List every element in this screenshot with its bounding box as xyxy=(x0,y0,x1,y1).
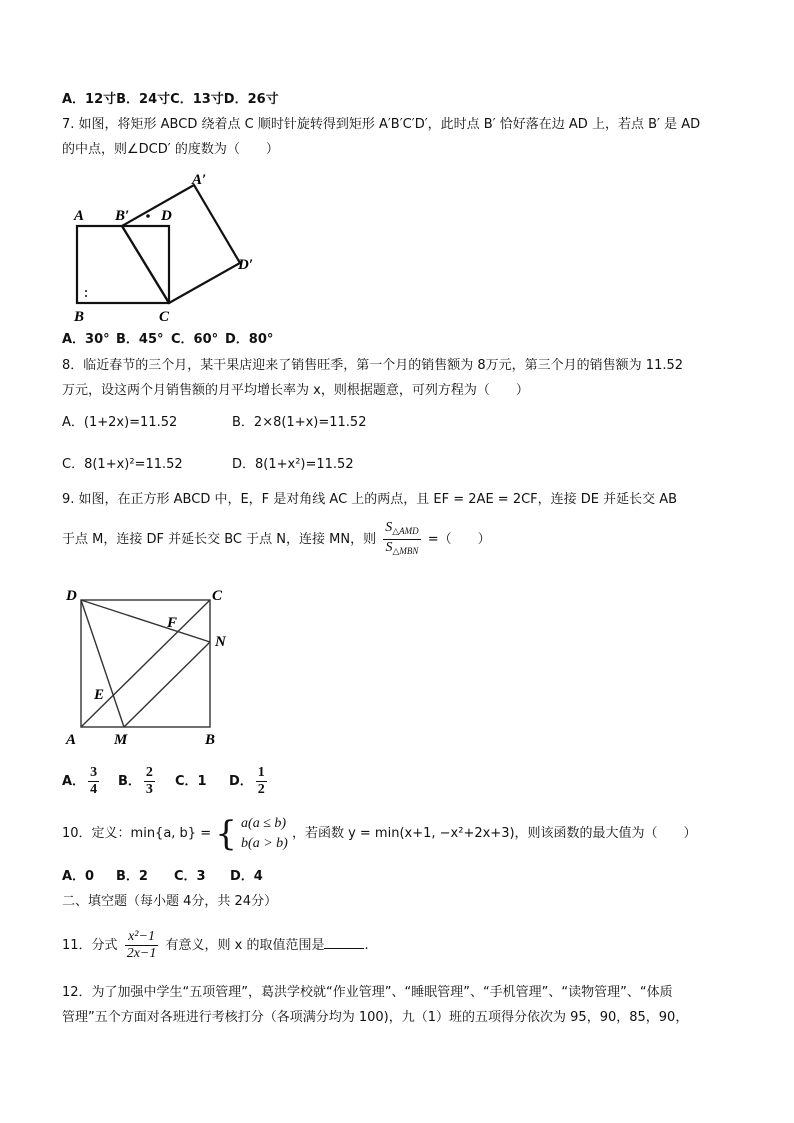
q9-area-ratio-fraction xyxy=(383,520,420,559)
q7-label-b1: B′ xyxy=(115,208,130,224)
q9-label-n: N xyxy=(215,634,226,650)
q9-option-a-letter: A． xyxy=(62,774,86,789)
q9-option-b-den: 3 xyxy=(145,782,153,797)
q7-label-b: B xyxy=(74,309,85,325)
q9-label-m: M xyxy=(114,732,128,748)
q10-option-b: B．2 xyxy=(116,869,148,884)
q11-frac-den: 2x−1 xyxy=(126,946,157,961)
q9-figure xyxy=(62,582,242,752)
q7-label-d: D xyxy=(161,208,172,224)
q9-segment-dn xyxy=(81,600,210,642)
q9-label-a: A xyxy=(66,732,77,748)
q9-frac-den: S xyxy=(385,540,393,555)
q11-answer-blank[interactable] xyxy=(324,936,364,949)
q12-stem-line1: 12．为了加强中学生“五项管理”，葛洪学校就“作业管理”、“睡眠管理”、“手机管理”、“读物管理”、“体质 xyxy=(62,985,673,1000)
q9-label-f: F xyxy=(167,615,178,631)
q10-cases xyxy=(241,814,288,854)
q8-option-b: B．2×8(1+x)=11.52 xyxy=(232,415,367,430)
q9-segment-dm xyxy=(81,600,124,727)
q11-fraction xyxy=(125,929,159,962)
q9-option-a xyxy=(62,764,102,800)
q8-stem-line2: 万元，设这两个月销售额的月平均增长率为 x，则根据题意，可列方程为（ ） xyxy=(62,383,529,398)
q11-stem-pre: 11．分式 xyxy=(62,938,118,953)
q9-option-d xyxy=(229,764,270,800)
q12-stem-line2: 管理”五个方面对各班进行考核打分（各项满分均为 100)，九（1）班的五项得分依次为 95，90，85，90， xyxy=(62,1010,689,1025)
q10-stem-pre: 10．定义：min{a, b} = xyxy=(62,826,212,841)
q11-stem xyxy=(62,926,369,966)
q9-diagonal-ac xyxy=(81,600,210,727)
q8-option-d: D．8(1+x²)=11.52 xyxy=(232,457,354,472)
q7-rectangle-abcd xyxy=(77,226,169,303)
q10-option-d: D．4 xyxy=(230,869,263,884)
q10-stem xyxy=(62,812,697,856)
q10-brace: { xyxy=(215,813,237,854)
q9-frac-den-sub: △MBN xyxy=(392,546,419,556)
q7-stem-line1: 7. 如图，将矩形 ABCD 绕着点 C 顺时针旋转得到矩形 A′B′C′D′，此时点 B′ 恰好落在边 AD 上，若点 B′ 是 AD xyxy=(62,117,701,132)
q9-option-d-num: 1 xyxy=(257,765,265,780)
q9-frac-num: S xyxy=(385,520,393,535)
q7-figure xyxy=(62,168,272,326)
q7-label-c: C xyxy=(159,309,170,325)
q11-stem-end: . xyxy=(364,938,369,953)
q9-stem-line2 xyxy=(62,520,491,559)
q9-stem-line2-pre: 于点 M，连接 DF 并延长交 BC 于点 N，连接 MN，则 xyxy=(62,532,377,547)
q7-label-a1: A′ xyxy=(192,172,207,188)
q9-option-d-letter: D． xyxy=(229,774,253,789)
q9-stem-line2-post: =（ ） xyxy=(427,532,491,547)
q9-label-b: B xyxy=(205,732,216,748)
q10-case-1: a(a ≤ b) xyxy=(241,815,287,831)
q9-option-c xyxy=(175,764,207,800)
q9-label-d: D xyxy=(66,588,77,604)
q7-option-a: A．30° xyxy=(62,332,110,347)
q9-option-b-num: 2 xyxy=(145,765,153,780)
q7-rectangle-rotated xyxy=(122,185,240,303)
q9-option-a-fraction xyxy=(88,765,99,798)
q11-stem-post: 有意义，则 x 的取值范围是 xyxy=(165,938,325,953)
q7-option-c: C．60° xyxy=(171,332,219,347)
q10-stem-post: ，若函数 y = min(x+1, −x²+2x+3)，则该函数的最大值为（ ） xyxy=(291,826,697,841)
q9-option-b-fraction xyxy=(144,765,155,798)
q8-option-a: A．(1+2x)=11.52 xyxy=(62,415,178,430)
q7-option-b: B．45° xyxy=(116,332,164,347)
q9-option-d-den: 2 xyxy=(257,782,265,797)
q10-option-a: A．0 xyxy=(62,869,95,884)
q9-option-c-text: 1 xyxy=(197,774,207,789)
q7-option-d: D．80° xyxy=(225,332,274,347)
q9-option-c-letter: C． xyxy=(175,774,198,789)
q8-option-c: C．8(1+x)²=11.52 xyxy=(62,457,183,472)
q7-label-a: A xyxy=(74,208,85,224)
q10-option-c: C．3 xyxy=(174,869,206,884)
q9-label-e: E xyxy=(94,687,105,703)
q6-options: A．12寸B．24寸C．13寸D．26寸 xyxy=(62,92,279,107)
q9-option-d-fraction xyxy=(256,765,267,798)
q9-segment-mn xyxy=(124,642,210,727)
q9-option-a-den: 4 xyxy=(90,782,98,797)
q9-option-b-letter: B． xyxy=(118,774,141,789)
q10-case-2: b(a > b) xyxy=(241,835,288,851)
q8-stem-line1: 8．临近春节的三个月，某干果店迎来了销售旺季，第一个月的销售额为 8万元，第三个月的销售额为 11.52 xyxy=(62,358,684,373)
q9-option-a-num: 3 xyxy=(90,765,98,780)
q11-frac-num: x²−1 xyxy=(125,929,159,946)
section-2-heading: 二、填空题（每小题 4分，共 24分） xyxy=(62,894,278,909)
q9-label-c: C xyxy=(212,588,223,604)
q9-frac-num-sub: △AMD xyxy=(392,526,419,536)
q9-option-b xyxy=(118,764,158,800)
q9-stem-line1: 9. 如图，在正方形 ABCD 中，E，F 是对角线 AC 上的两点，且 EF = 2AE = 2CF，连接 DE 并延长交 AB xyxy=(62,492,678,507)
q7-stem-line2: 的中点，则∠DCD′ 的度数为（ ） xyxy=(62,142,279,157)
q7-label-d1: D′ xyxy=(238,257,254,273)
